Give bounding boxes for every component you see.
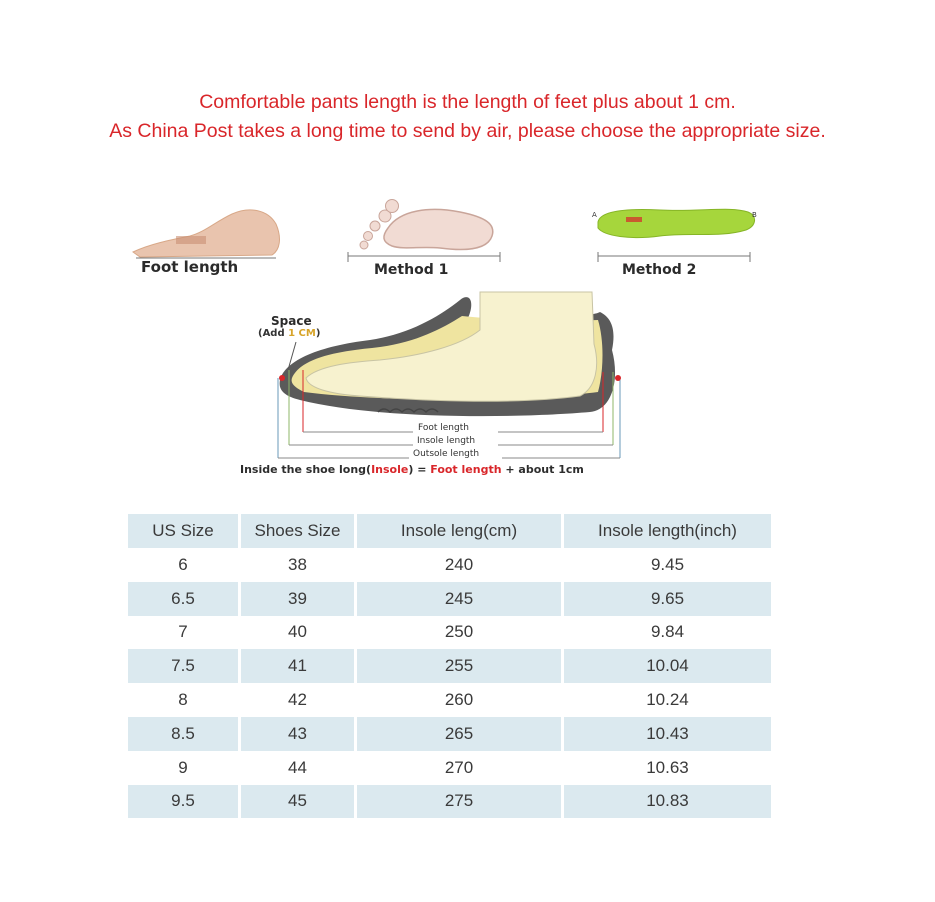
insole-icon [598, 209, 755, 237]
header-insole-inch: Insole length(inch) [564, 514, 771, 548]
method-1-label: Method 1 [374, 262, 449, 278]
shoes-size-cell: 44 [241, 751, 357, 785]
insole-inch-cell: 9.45 [650, 554, 685, 574]
insole-cm-cell: 250 [357, 616, 564, 650]
insole-cm-cell: 240 [357, 548, 564, 582]
foot-photo-icon [133, 210, 279, 257]
us-size-cell: 9.5 [128, 785, 241, 819]
insole-marker-b: B [752, 211, 757, 219]
insole-inch-cell: 9.65 [564, 582, 771, 616]
us-size-cell: 8 [128, 683, 241, 717]
shoes-size-cell: 43 [241, 717, 357, 751]
table-row [128, 717, 771, 751]
us-size-cell: 7.5 [128, 649, 241, 683]
insole-inch-cell: 10.43 [564, 717, 771, 751]
header-shoes-size: Shoes Size [241, 514, 357, 548]
shoes-size-cell: 40 [241, 616, 357, 650]
us-size-cell: 6.5 [128, 582, 241, 616]
notice-line-1: Comfortable pants length is the length of feet plus about 1 cm. [199, 91, 736, 113]
insole-inch-cell: 10.63 [646, 757, 689, 777]
shoes-size-cell: 38 [241, 548, 357, 582]
insole-cm-cell: 265 [357, 717, 564, 751]
shoes-size-cell: 45 [241, 785, 357, 819]
insole-inch-cell: 9.84 [650, 622, 685, 642]
footprint-icon [360, 200, 493, 250]
header-us-size: US Size [128, 514, 241, 548]
table-row [128, 616, 771, 650]
table-header-row [128, 514, 771, 548]
size-table [128, 514, 771, 818]
us-size-cell: 9 [128, 751, 241, 785]
table-row [128, 649, 771, 683]
foot-length-label: Foot length [141, 258, 239, 276]
measure-foot-length: Foot length [418, 423, 469, 433]
table-row [128, 683, 771, 717]
us-size-cell: 6 [128, 548, 241, 582]
us-size-cell: 7 [128, 616, 241, 650]
notice-line-2: As China Post takes a long time to send by air, please choose the appropriate size. [109, 120, 826, 142]
shoes-size-cell: 42 [241, 683, 357, 717]
space-add-note: (Add 1 CM) [258, 328, 321, 339]
insole-inch-cell: 10.04 [564, 649, 771, 683]
insole-cm-cell: 255 [357, 649, 564, 683]
measure-outsole-length: Outsole length [413, 449, 480, 459]
insole-cm-cell: 245 [357, 582, 564, 616]
insole-cm-cell: 275 [357, 785, 564, 819]
us-size-cell: 8.5 [128, 717, 241, 751]
table-row [128, 582, 771, 616]
shoes-size-cell: 41 [241, 649, 357, 683]
insole-caption: Inside the shoe long(Insole) = Foot length + about 1cm [240, 463, 584, 476]
method-2-label: Method 2 [622, 262, 697, 278]
shoes-size-cell: 39 [241, 582, 357, 616]
insole-cm-cell: 270 [357, 751, 564, 785]
insole-inch-cell: 10.83 [564, 785, 771, 819]
header-insole-cm: Insole leng(cm) [357, 514, 564, 548]
table-row [128, 751, 771, 785]
table-row [128, 548, 771, 582]
measure-insole-length: Insole length [417, 436, 476, 446]
table-row [128, 785, 771, 819]
insole-marker-a: A [592, 211, 597, 219]
insole-cm-cell: 260 [357, 683, 564, 717]
space-label: Space [271, 314, 312, 328]
insole-inch-cell: 10.24 [646, 690, 689, 710]
shoe-diagram-icon [280, 292, 615, 416]
